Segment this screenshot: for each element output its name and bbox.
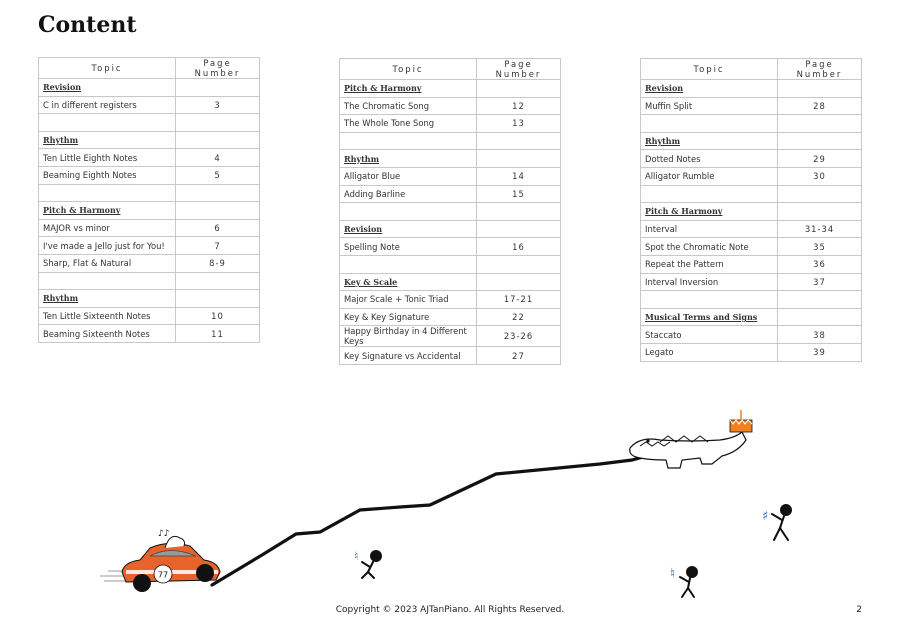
topic-cell: I've made a Jello just for You! [39,237,176,255]
page-cell: 38 [778,326,862,344]
cake [730,410,752,432]
topic-header: Topic [641,59,778,80]
page-cell: 11 [176,325,260,343]
section-heading: Rhythm [39,131,176,149]
topic-cell: Repeat the Pattern [641,255,778,273]
section-heading: Rhythm [39,290,176,308]
page-cell: 27 [477,347,561,365]
section-heading: Rhythm [641,132,778,150]
page-cell: 14 [477,167,561,185]
page-number-header: Page Number [477,59,561,80]
page-cell: 5 [176,166,260,184]
topic-cell: Staccato [641,326,778,344]
svg-text:♮: ♮ [670,566,676,582]
hill-line [212,455,650,585]
section-heading: Revision [39,79,176,97]
section-heading: Musical Terms and Signs [641,308,778,326]
topic-cell: Adding Barline [340,185,477,203]
section-heading: Revision [340,220,477,238]
topic-cell: Ten Little Eighth Notes [39,149,176,167]
page-title: Content [38,12,137,38]
topic-cell: Beaming Eighth Notes [39,166,176,184]
topic-cell: The Chromatic Song [340,97,477,115]
page-cell: 13 [477,115,561,133]
topic-cell: The Whole Tone Song [340,115,477,133]
page-cell: 23-26 [477,326,561,347]
topic-cell: Sharp, Flat & Natural [39,254,176,272]
topic-cell: Major Scale + Tonic Triad [340,291,477,309]
svg-text:♪♪: ♪♪ [158,529,170,539]
page-cell: 22 [477,308,561,326]
topic-cell: Happy Birthday in 4 Different Keys [340,326,477,347]
topic-cell: Key Signature vs Accidental [340,347,477,365]
topic-cell: Ten Little Sixteenth Notes [39,307,176,325]
stick-figure-2 [670,566,698,597]
page-cell: 30 [778,167,862,185]
page-cell: 36 [778,255,862,273]
race-car [100,529,220,592]
page-cell: 4 [176,149,260,167]
topic-header: Topic [39,58,176,79]
topic-cell: Dotted Notes [641,150,778,168]
topic-cell: MAJOR vs minor [39,219,176,237]
page-cell: 6 [176,219,260,237]
page-cell: 15 [477,185,561,203]
page-cell: 3 [176,96,260,114]
copyright-footer: Copyright © 2023 AJTanPiano. All Rights Reserved. [335,605,565,615]
page-cell: 10 [176,307,260,325]
page-cell: 39 [778,343,862,361]
page-cell: 7 [176,237,260,255]
car-number: 77 [157,570,169,580]
topic-header: Topic [340,59,477,80]
svg-text:♮: ♮ [354,549,359,563]
page-cell: 16 [477,238,561,256]
page-cell: 28 [778,97,862,115]
svg-text:♯: ♯ [762,509,769,524]
topic-cell: C in different registers [39,96,176,114]
section-heading: Pitch & Harmony [39,202,176,220]
page-cell: 31-34 [778,220,862,238]
topic-cell: Legato [641,343,778,361]
section-heading: Rhythm [340,150,477,168]
topic-cell: Spelling Note [340,238,477,256]
page-cell: 29 [778,150,862,168]
topic-cell: Muffin Split [641,97,778,115]
topic-cell: Spot the Chromatic Note [641,238,778,256]
topic-cell: Key & Key Signature [340,308,477,326]
alligator [630,432,746,468]
page-number: 2 [856,605,862,615]
topic-cell: Interval [641,220,778,238]
section-heading: Pitch & Harmony [340,80,477,98]
topic-cell: Beaming Sixteenth Notes [39,325,176,343]
page-cell: 37 [778,273,862,291]
page-cell: 8-9 [176,254,260,272]
topic-cell: Alligator Rumble [641,167,778,185]
page-number-header: Page Number [176,58,260,79]
topic-cell: Alligator Blue [340,167,477,185]
page-cell: 12 [477,97,561,115]
section-heading: Pitch & Harmony [641,203,778,221]
page-number-header: Page Number [778,59,862,80]
page-cell: 35 [778,238,862,256]
topic-cell: Interval Inversion [641,273,778,291]
section-heading: Key & Scale [340,273,477,291]
stick-figure-3 [762,504,792,540]
section-heading: Revision [641,80,778,98]
stick-figure-1 [354,549,382,578]
page-cell: 17-21 [477,291,561,309]
